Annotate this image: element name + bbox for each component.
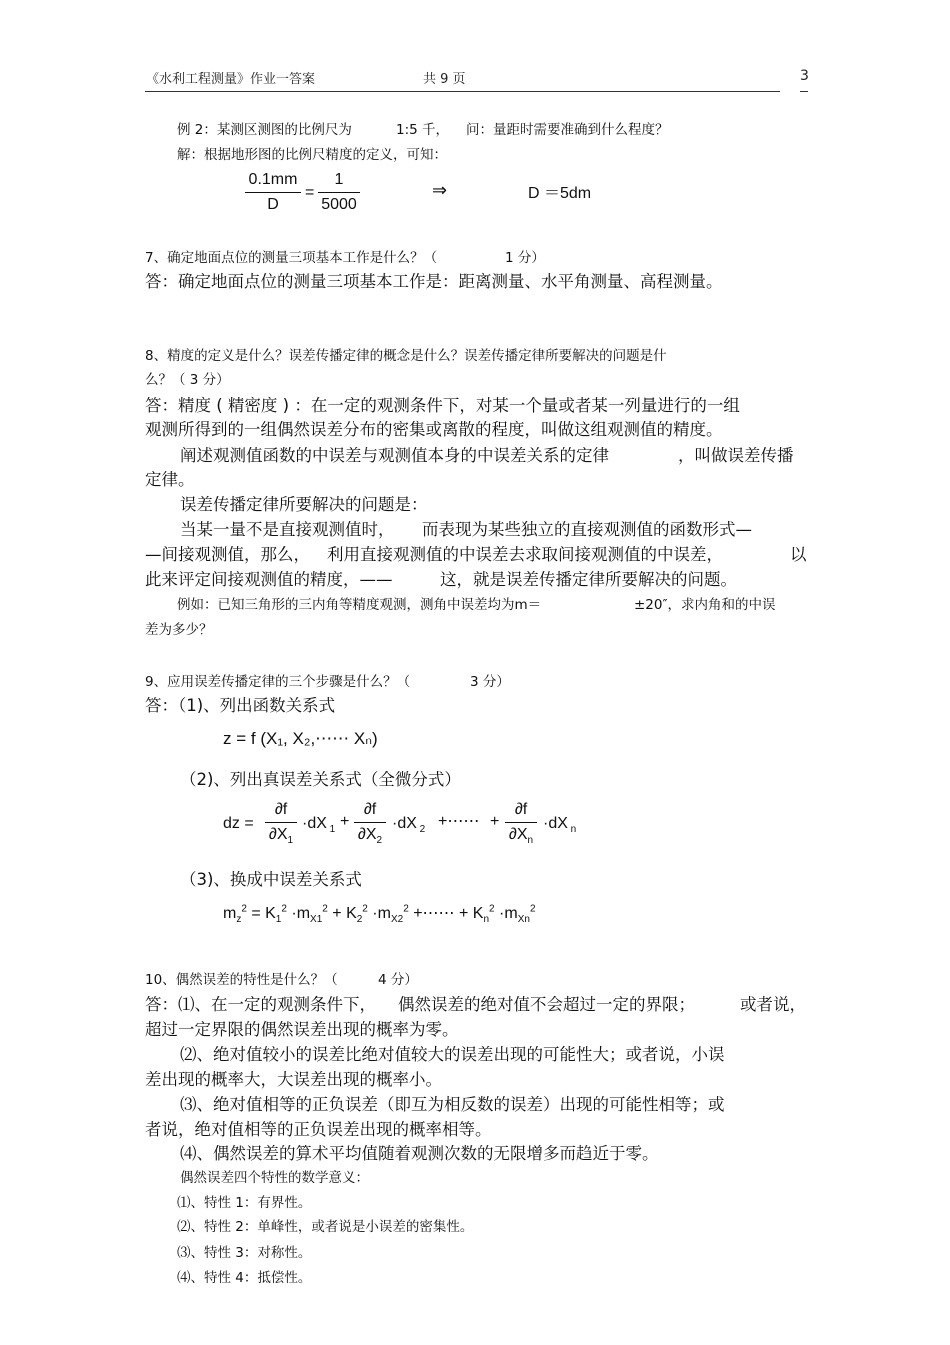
q9-eq2-plus-n: + bbox=[490, 813, 500, 830]
q9-eq2-term-2: ·dX $_2$ bbox=[392, 815, 426, 836]
q9-question-b: 3 分） bbox=[470, 674, 510, 690]
q10-question-a: 10、偶然误差的特性是什么？（ bbox=[145, 972, 338, 988]
ex2-solution: 解：根据地形图的比例尺精度的定义，可知： bbox=[177, 147, 447, 163]
q8-answer-line7b: 利用直接观测值的中误差去求取间接观测值的中误差， bbox=[327, 545, 723, 564]
q8-answer-line8b: 这，就是误差传播定律所要解决的问题。 bbox=[440, 570, 737, 589]
page-number-underline bbox=[800, 91, 808, 92]
q10-answer-line2: 超过一定界限的偶然误差出现的概率为零。 bbox=[145, 1020, 459, 1039]
q10-question-b: 4 分） bbox=[378, 972, 418, 988]
q8-answer-line7a: —间接观测值，那么， bbox=[145, 545, 310, 564]
q8-question-line2: 么？（ 3 分） bbox=[145, 372, 230, 388]
fraction-bar bbox=[354, 822, 386, 823]
ex2-fraction-1-denominator: D bbox=[267, 196, 279, 213]
q10-answer-line6: 者说，绝对值相等的正负误差出现的概率相等。 bbox=[145, 1120, 492, 1139]
q8-answer-line3b: ，叫做误差传播 bbox=[678, 446, 794, 465]
fraction-bar bbox=[265, 822, 297, 823]
ex2-equals: = bbox=[305, 184, 315, 201]
q8-example-c: 差为多少？ bbox=[145, 622, 213, 638]
q9-equation-3: $m_z^2 = K_1^2 \cdot m_{X1}^2 + K_2^2 \cdot m_{X2}^2$ +⋯⋯ + $K_n^2 \cdot m_{Xn}^2$ bbox=[223, 903, 536, 926]
ex2-fraction-1-numerator: 0.1mm bbox=[248, 171, 298, 188]
partial-xn: $\partial X_n$ bbox=[508, 826, 534, 847]
q7-question-b: 1 分） bbox=[505, 250, 545, 266]
fraction-bar bbox=[318, 192, 360, 193]
header-page-number: 3 bbox=[800, 68, 809, 84]
q9-equation-1: z = f (X₁, X₂,⋯⋯ Xₙ) bbox=[223, 729, 378, 748]
q9-eq2-partial-n bbox=[505, 800, 537, 851]
fraction-bar bbox=[245, 192, 301, 193]
q10-answer-line7: ⑷、偶然误差的算术平均值随着观测次数的无限增多而趋近于零。 bbox=[180, 1144, 659, 1163]
header-title: 《水利工程测量》作业一答案 bbox=[146, 72, 316, 87]
q9-question-a: 9、应用误差传播定律的三个步骤是什么？（ bbox=[145, 674, 411, 690]
partial-x2: $\partial X_2$ bbox=[357, 826, 383, 847]
q9-step3: （3)、换成中误差关系式 bbox=[180, 870, 362, 889]
q8-answer-line5: 误差传播定律所要解决的问题是： bbox=[180, 495, 428, 514]
partial-f: ∂f bbox=[514, 801, 528, 818]
partial-f: ∂f bbox=[363, 801, 377, 818]
q10-meaning-title: 偶然误差四个特性的数学意义： bbox=[180, 1170, 369, 1186]
q10-meaning-4: ⑷、特性 4：抵偿性。 bbox=[177, 1270, 312, 1286]
q8-answer-line6b: 而表现为某些独立的直接观测值的函数形式— bbox=[422, 520, 752, 539]
q9-eq2-lhs: dz = bbox=[223, 815, 254, 832]
q8-answer-line8a: 此来评定间接观测值的精度，—— bbox=[145, 570, 393, 589]
q7-answer: 答：确定地面点位的测量三项基本工作是：距离测量、水平角测量、高程测量。 bbox=[145, 272, 723, 291]
q10-answer-line1a: 答：⑴、在一定的观测条件下， bbox=[145, 995, 376, 1014]
q8-question-line1: 8、精度的定义是什么？误差传播定律的概念是什么？误差传播定律所要解决的问题是什 bbox=[145, 348, 667, 364]
q8-answer-line3a: 阐述观测值函数的中误差与观测值本身的中误差关系的定律 bbox=[180, 446, 609, 465]
q10-meaning-2: ⑵、特性 2：单峰性，或者说是小误差的密集性。 bbox=[177, 1219, 474, 1235]
ex2-fraction-1 bbox=[245, 170, 301, 215]
implies-arrow-icon: ⇒ bbox=[432, 180, 448, 200]
ex2-question-b: 1:5 千， bbox=[396, 122, 450, 138]
q10-answer-line3: ⑵、绝对值较小的误差比绝对值较大的误差出现的可能性大；或者说，小误 bbox=[180, 1045, 725, 1064]
q8-example-a: 例如：已知三角形的三内角等精度观测，测角中误差均为m＝ bbox=[177, 597, 542, 613]
q8-answer-line4: 定律。 bbox=[145, 470, 195, 489]
ex2-fraction-2-numerator: 1 bbox=[334, 171, 344, 188]
q9-step2: （2)、列出真误差关系式（全微分式） bbox=[180, 770, 461, 789]
partial-x1: $\partial X_1$ bbox=[268, 826, 294, 847]
q9-eq2-dots: +⋯⋯ bbox=[438, 813, 480, 830]
q9-step1: 答：（1)、列出函数关系式 bbox=[145, 696, 336, 715]
ex2-fraction-2 bbox=[318, 170, 360, 215]
q10-answer-line1b: 偶然误差的绝对值不会超过一定的界限； bbox=[398, 995, 695, 1014]
fraction-bar bbox=[505, 822, 537, 823]
q7-question-a: 7、确定地面点位的测量三项基本工作是什么？（ bbox=[145, 250, 438, 266]
q10-meaning-1: ⑴、特性 1：有界性。 bbox=[177, 1195, 312, 1211]
q10-answer-line4: 差出现的概率大，大误差出现的概率小。 bbox=[145, 1070, 442, 1089]
ex2-question-c: 问：量距时需要准确到什么程度？ bbox=[466, 122, 669, 138]
q9-eq2-term-n: ·dX $_n$ bbox=[543, 815, 577, 836]
ex2-result: D ＝5dm bbox=[528, 185, 592, 202]
q8-answer-line6a: 当某一量不是直接观测值时， bbox=[180, 520, 395, 539]
q8-answer-line1: 答：精度 ( 精密度 ) ：在一定的观测条件下，对某一个量或者某一列量进行的一组 bbox=[145, 396, 740, 415]
q8-answer-line2: 观测所得到的一组偶然误差分布的密集或离散的程度，叫做这组观测值的精度。 bbox=[145, 420, 723, 439]
q9-eq2-partial-1 bbox=[265, 800, 297, 851]
q9-eq2-plus-1: + bbox=[340, 813, 350, 830]
q9-eq2-term-1: ·dX $_1$ bbox=[302, 815, 336, 836]
q10-meaning-3: ⑶、特性 3：对称性。 bbox=[177, 1245, 312, 1261]
q8-answer-line7c: 以 bbox=[790, 545, 807, 564]
header-page-count: 共 9 页 bbox=[423, 72, 466, 87]
partial-f: ∂f bbox=[274, 801, 288, 818]
ex2-question-a: 例 2：某测区测图的比例尺为 bbox=[177, 122, 352, 138]
q9-eq2-partial-2 bbox=[354, 800, 386, 851]
ex2-fraction-2-denominator: 5000 bbox=[321, 196, 357, 213]
q10-answer-line5: ⑶、绝对值相等的正负误差（即互为相反数的误差）出现的可能性相等；或 bbox=[180, 1095, 725, 1114]
header-rule bbox=[145, 91, 780, 92]
q8-example-b: ±20″，求内角和的中误 bbox=[634, 597, 776, 613]
q10-answer-line1c: 或者说， bbox=[740, 995, 806, 1014]
